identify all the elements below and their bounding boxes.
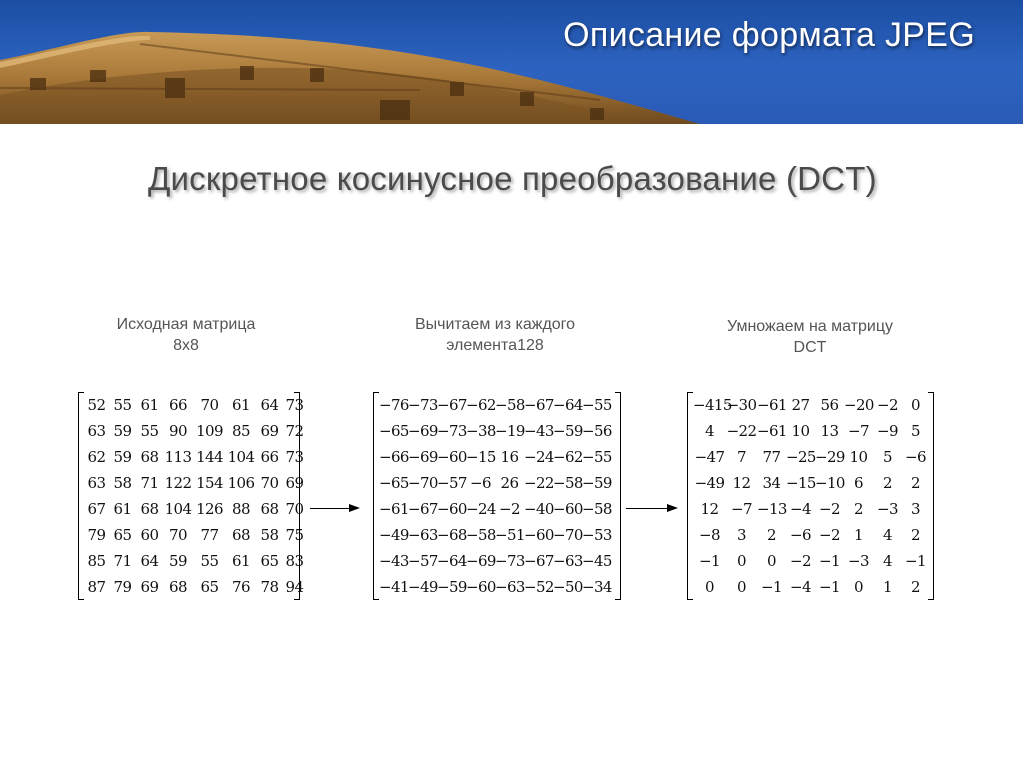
matrix-cell: −69	[408, 422, 438, 440]
matrix-row	[84, 522, 306, 548]
matrix-cell: −3	[877, 500, 898, 518]
caption-line: DCT	[793, 339, 827, 356]
matrix-cell: −55	[582, 448, 612, 466]
source-matrix	[78, 392, 304, 600]
matrix-cell: 6	[854, 474, 863, 492]
matrix-cell: −73	[408, 396, 438, 414]
matrix-cell: −24	[466, 500, 496, 518]
matrix-row	[84, 574, 306, 600]
matrix-row	[693, 574, 929, 600]
matrix-cell: 64	[260, 396, 279, 414]
matrix-cell: −3	[848, 552, 869, 570]
matrix-cell: −49	[694, 474, 725, 492]
matrix-cell: 104	[164, 500, 192, 518]
matrix-cell: 87	[87, 578, 106, 596]
matrix-cell: 68	[140, 448, 159, 466]
matrix-cell: −9	[877, 422, 898, 440]
matrix-row	[693, 418, 929, 444]
matrix-cell: 68	[169, 578, 187, 596]
matrix-cell: −19	[495, 422, 525, 440]
matrix-cell: 104	[227, 448, 255, 466]
matrix-cell: −6	[790, 526, 811, 544]
matrix-cell: 76	[232, 578, 250, 596]
matrix-cell: −62	[553, 448, 583, 466]
shifted-matrix	[373, 392, 621, 600]
matrix-cell: −43	[379, 552, 409, 570]
matrix-cell: −61	[757, 396, 787, 414]
matrix-row	[84, 548, 306, 574]
matrix-cell: 71	[113, 552, 132, 570]
matrix-cell: −58	[466, 526, 496, 544]
matrix-cell: −61	[379, 500, 409, 518]
matrix-cell: −22	[726, 422, 757, 440]
matrix-cell: −60	[437, 500, 467, 518]
matrix-cell: −65	[379, 474, 409, 492]
matrix-cell: −4	[790, 500, 811, 518]
matrix-cell: 90	[169, 422, 187, 440]
matrix-cell: −13	[757, 500, 787, 518]
matrix-cell: 106	[227, 474, 255, 492]
matrix-row	[84, 418, 306, 444]
matrix-cell: 55	[140, 422, 159, 440]
matrix-cell: −53	[582, 526, 612, 544]
matrix-cell: −49	[408, 578, 438, 596]
matrix-cell: 60	[140, 526, 159, 544]
matrix-cell: −67	[524, 552, 554, 570]
matrix-cell: −45	[582, 552, 612, 570]
matrix-cell: −67	[437, 396, 467, 414]
matrix-cell: −60	[466, 578, 496, 596]
matrix-cell: −50	[553, 578, 583, 596]
matrix-row	[379, 418, 611, 444]
matrix-cell: 113	[164, 448, 192, 466]
matrix-cell: −6	[905, 448, 926, 466]
matrix-cell: −15	[466, 448, 496, 466]
matrix-cell: 69	[285, 474, 304, 492]
matrix-cell: −60	[553, 500, 583, 518]
matrix-cell: 4	[883, 552, 892, 570]
matrix-cell: 77	[762, 448, 781, 466]
matrix-cell: 2	[911, 578, 920, 596]
matrix-row	[379, 548, 611, 574]
matrix-cell: −73	[495, 552, 525, 570]
matrix-cell: −40	[524, 500, 554, 518]
matrix-cell: −7	[848, 422, 869, 440]
dct-matrix	[687, 392, 934, 600]
matrix-cell: −63	[408, 526, 438, 544]
matrix-cell: −1	[819, 578, 840, 596]
matrix-cell: −57	[437, 474, 467, 492]
matrix-cell: 61	[232, 396, 250, 414]
matrix-cell: 0	[854, 578, 863, 596]
matrix-cell: −76	[379, 396, 409, 414]
matrix-cell: −57	[408, 552, 438, 570]
matrix-cell: −63	[553, 552, 583, 570]
matrix-cell: 65	[200, 578, 219, 596]
matrix-cell: −65	[379, 422, 409, 440]
caption-line: Умножаем на матрицу	[727, 318, 893, 335]
matrix-cell: 61	[232, 552, 250, 570]
matrix-cell: −22	[524, 474, 554, 492]
matrix-cell: −64	[437, 552, 467, 570]
matrix-cell: −73	[437, 422, 467, 440]
matrix-cell: 71	[140, 474, 159, 492]
matrix-cell: −4	[790, 578, 811, 596]
matrix-row	[379, 444, 611, 470]
matrix-cell: 126	[196, 500, 223, 518]
matrix-cell: 0	[767, 552, 776, 570]
matrix-cell: −67	[408, 500, 438, 518]
matrix-cell: −1	[819, 552, 840, 570]
matrix-cell: 72	[285, 422, 304, 440]
matrix-row	[379, 522, 611, 548]
matrix-cell: 94	[285, 578, 304, 596]
matrix-cell: −51	[495, 526, 525, 544]
matrix-row	[693, 444, 929, 470]
matrix-cell: 70	[260, 474, 279, 492]
matrix-row	[84, 470, 306, 496]
matrix-cell: 2	[854, 500, 863, 518]
matrix-cell: 63	[87, 474, 106, 492]
matrix-cell: −15	[786, 474, 816, 492]
matrix-cell: −47	[694, 448, 725, 466]
matrix-cell: 65	[260, 552, 279, 570]
matrix-cell: 61	[113, 500, 132, 518]
matrix-cell: −69	[466, 552, 496, 570]
matrix-cell: −6	[470, 474, 491, 492]
matrix-cell: −8	[699, 526, 720, 544]
matrix-cell: 59	[169, 552, 187, 570]
caption-subtract-128	[395, 314, 595, 356]
matrix-cell: 55	[113, 396, 132, 414]
matrix-row	[84, 496, 306, 522]
matrix-cell: −70	[408, 474, 438, 492]
matrix-cell: 10	[791, 422, 810, 440]
matrix-cell: −7	[731, 500, 752, 518]
matrix-cell: 64	[140, 552, 159, 570]
matrix-row	[379, 574, 611, 600]
matrix-row	[379, 392, 611, 418]
caption-dct-multiply	[710, 316, 910, 358]
matrix-cell: 70	[169, 526, 187, 544]
matrix-cell: 16	[500, 448, 519, 466]
matrix-cell: 13	[820, 422, 839, 440]
caption-source-matrix	[106, 314, 266, 356]
matrix-cell: 68	[260, 500, 279, 518]
matrix-cell: −20	[844, 396, 874, 414]
matrix-row	[693, 392, 929, 418]
matrix-cell: 1	[854, 526, 863, 544]
matrix-cell: 66	[260, 448, 279, 466]
matrix-cell: 2	[883, 474, 892, 492]
matrix-cell: −56	[582, 422, 612, 440]
matrix-cell: 5	[911, 422, 920, 440]
matrix-cell: 69	[260, 422, 279, 440]
matrix-cell: 4	[705, 422, 714, 440]
matrix-cell: −1	[761, 578, 782, 596]
matrix-cell: −10	[815, 474, 845, 492]
matrix-cell: 5	[883, 448, 892, 466]
matrix-cell: −1	[699, 552, 720, 570]
matrix-cell: 0	[737, 578, 746, 596]
matrix-cell: −2	[819, 526, 840, 544]
matrix-cell: −41	[379, 578, 409, 596]
matrix-cell: 34	[762, 474, 781, 492]
matrix-cell: −43	[524, 422, 554, 440]
matrix-cell: −64	[553, 396, 583, 414]
matrix-cell: 144	[196, 448, 223, 466]
matrix-cell: −24	[524, 448, 554, 466]
matrix-cell: −66	[379, 448, 409, 466]
matrix-cell: 109	[196, 422, 223, 440]
matrix-cell: −58	[495, 396, 525, 414]
arrow-icon	[310, 502, 360, 516]
matrix-cell: 79	[113, 578, 132, 596]
matrix-cell: −58	[582, 500, 612, 518]
matrix-cell: 58	[260, 526, 279, 544]
header-banner	[0, 0, 1023, 124]
matrix-cell: 10	[849, 448, 868, 466]
matrix-row	[693, 522, 929, 548]
matrix-cell: 0	[737, 552, 746, 570]
matrix-row	[84, 392, 306, 418]
matrix-cell: 4	[883, 526, 892, 544]
caption-line: Вычитаем из каждого	[414, 316, 576, 333]
matrix-cell: 68	[232, 526, 250, 544]
matrix-row	[693, 496, 929, 522]
matrix-cell: −2	[877, 396, 898, 414]
matrix-cell: −2	[499, 500, 520, 518]
matrix-cell: −49	[379, 526, 409, 544]
matrix-cell: 73	[285, 396, 304, 414]
matrix-cell: −60	[437, 448, 467, 466]
right-bracket	[615, 392, 621, 600]
matrix-cell: 63	[87, 422, 106, 440]
matrix-cell: 83	[285, 552, 304, 570]
matrix-cell: 75	[285, 526, 304, 544]
matrix-cell: 7	[737, 448, 746, 466]
matrix-cell: 154	[196, 474, 223, 492]
matrix-cell: −60	[524, 526, 554, 544]
matrix-cell: −25	[786, 448, 816, 466]
matrix-cell: 59	[113, 448, 132, 466]
matrix-row	[379, 496, 611, 522]
matrix-cell: 70	[200, 396, 219, 414]
matrix-cell: −415	[693, 396, 732, 414]
matrix-cell: −34	[582, 578, 612, 596]
matrix-cell: 26	[500, 474, 519, 492]
matrix-cell: 66	[169, 396, 187, 414]
matrix-cell: −68	[437, 526, 467, 544]
matrix-cell: −58	[553, 474, 583, 492]
matrix-cell: −2	[819, 500, 840, 518]
arrow-icon	[626, 502, 678, 516]
matrix-cell: 0	[911, 396, 920, 414]
matrix-cell: 0	[705, 578, 714, 596]
matrix-cell: −63	[495, 578, 525, 596]
matrix-row	[84, 444, 306, 470]
matrix-cell: 2	[911, 526, 920, 544]
matrix-cell: −59	[437, 578, 467, 596]
matrix-cell: −2	[790, 552, 811, 570]
matrix-cell: 67	[87, 500, 106, 518]
matrix-cell: 27	[791, 396, 810, 414]
matrix-cell: −52	[524, 578, 554, 596]
matrix-cell: 88	[232, 500, 250, 518]
matrix-cell: 85	[232, 422, 250, 440]
matrix-cell: 85	[87, 552, 106, 570]
matrix-cell: 58	[113, 474, 132, 492]
matrix-cell: 62	[87, 448, 106, 466]
matrix-cell: 61	[140, 396, 159, 414]
matrix-cell: 78	[260, 578, 279, 596]
matrix-cell: 2	[911, 474, 920, 492]
matrix-cell: −59	[582, 474, 612, 492]
matrix-cell: 3	[911, 500, 920, 518]
caption-line: 8x8	[173, 337, 199, 354]
matrix-cell: 52	[87, 396, 106, 414]
matrix-cell: −55	[582, 396, 612, 414]
matrix-cell: 12	[700, 500, 719, 518]
matrix-cell: −59	[553, 422, 583, 440]
matrix-cell: 79	[87, 526, 106, 544]
matrix-cell: 55	[200, 552, 219, 570]
matrix-row	[693, 470, 929, 496]
matrix-cell: −70	[553, 526, 583, 544]
matrix-cell: 65	[113, 526, 132, 544]
matrix-cell: 1	[883, 578, 892, 596]
matrix-cell: 73	[285, 448, 304, 466]
matrix-cell: 77	[200, 526, 219, 544]
slide-title: Описание формата JPEG	[563, 16, 975, 54]
matrix-cell: −62	[466, 396, 496, 414]
matrix-cell: 122	[164, 474, 192, 492]
matrix-row	[693, 548, 929, 574]
matrix-cell: −69	[408, 448, 438, 466]
matrix-cell: −30	[726, 396, 757, 414]
matrix-cell: 12	[732, 474, 751, 492]
matrix-cell: −1	[905, 552, 926, 570]
matrix-cell: 2	[767, 526, 776, 544]
matrix-cell: −67	[524, 396, 554, 414]
matrix-cell: −61	[757, 422, 787, 440]
slide-subtitle: Дискретное косинусное преобразование (DCT)	[148, 160, 877, 197]
matrix-cell: 70	[285, 500, 304, 518]
matrix-cell: 69	[140, 578, 159, 596]
matrix-cell: 3	[737, 526, 746, 544]
matrix-cell: 68	[140, 500, 159, 518]
matrix-cell: 59	[113, 422, 132, 440]
matrix-cell: −29	[815, 448, 845, 466]
caption-line: Исходная матрица	[116, 316, 256, 333]
matrix-row	[379, 470, 611, 496]
matrix-cell: 56	[820, 396, 839, 414]
caption-line: элемента128	[446, 337, 544, 354]
matrix-cell: −38	[466, 422, 496, 440]
